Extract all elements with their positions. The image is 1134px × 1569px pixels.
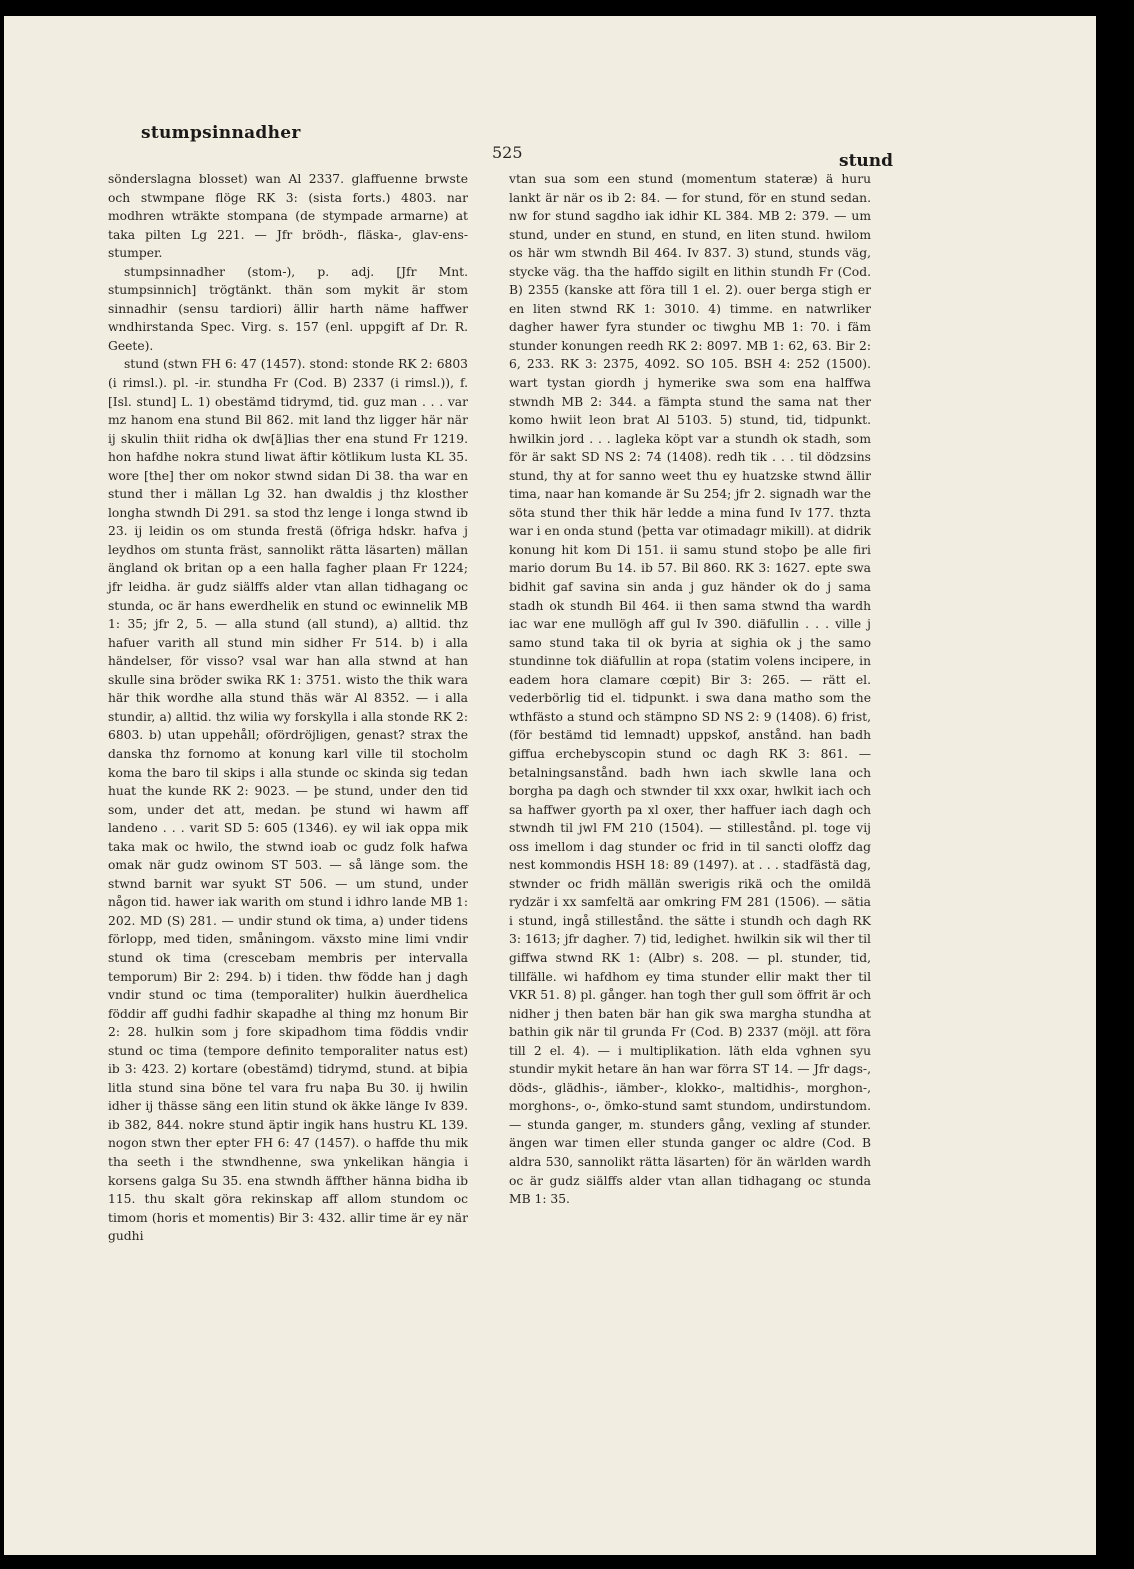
right-running-head: stund [839, 151, 894, 171]
page-number: 525 [492, 143, 523, 162]
entry-stund: stund (stwn FH 6: 47 (1457). stond: stonde RK 2: 6803 (i rimsl.). pl. -ir. stundha Fr (Cod. B) 2337 (i rimsl.)), f. [Isl. stund] L. 1) obestämd tidrymd, tid. guz man . . . var mz hanom ena stund Bil 862. mit land thz ligger här när ij skulin thiit ridha ok dw[ä]lias ther ena stund Fr 1219. hon hafdhe nokra stund liwat äftir kötlikum lusta KL 35. wore [the] ther om nokor stwnd sidan Di 38. tha war en stund ther i mällan Lg 32. han dwaldis j thz klosther longha stwndh Di 291. sa stod thz lenge i longa stwnd ib 23. ij leidin os om stunda frestä (öfriga hdskr. hafva j leydhos om stunta fräst, sannolikt rätta läsarten) mällan ängland ok britan op a een halla fagher plaan Fr 1224; jfr leidha. är gudz siälffs alder vtan allan tidhagang oc stunda, oc är hans ewerdhelik en stund oc ewinnelik MB 1: 35; jfr 2, 5. — alla stund (all stund), a) alltid. thz hafuer varith all stund min sidher Fr 514. b) i alla händelser, för visso? vsal war han alla stwnd at han skulle sina bröder swika RK 1: 3751. wisto the thik wara här thik wordhe alla stund thäs wär Al 8352. — i alla stundir, a) alltid. thz wilia wy forskylla i alla stonde RK 2: 6803. b) utan uppehåll; ofördröjligen, genast? strax the danska thz fornomo at konung karl ville til stocholm koma the baro til skips i alla stunde oc skinda sig tedan huat the kunde RK 2: 9023. — þe stund, under den tid som, under det att, medan. þe stund wi hawm aff landeno . . . varit SD 5: 605 (1346). ey wil iak oppa mik taka mak oc hwilo, the stwnd ioab oc gudz folk hafwa omak när gudz owinom ST 503. — så länge som. the stwnd barnit war syukt ST 506. — um stund, under någon tid. hawer iak warith om stund i idhro lande MB 1: 202. MD (S) 281. — undir stund ok tima, a) under tidens förlopp, med tiden, småningom. växsto mine limi vndir stund ok tima (crescebam membris per intervalla temporum) Bir 2: 294. b) i tiden. thw födde han j dagh vndir stund oc tima (temporaliter) hulkin äuerdhelica föddir aff gudhi fadhir skapadhe al thing mz honum Bir 2: 28. hulkin som j fore skipadhom tima föddis vndir stund oc tima (tempore definito temporaliter natus est) ib 3: 423. 2) kortare (obestämd) tidrymd, stund. at biþia litla stund sina böne tel vara fru naþa Bu 30. ij hwilin idher ij thässe säng een litin stund ok äkke länge Iv 839. ib 382, 844. nokre stund äptir ingik hans hustru KL 139. nogon stwn ther epter FH 6: 47 (1457). o haffde thu mik tha seeth i the stwndhenne, swa ynkelikan hängia i korsens galga Su 35. ena stwndh äffther hänna bidha ib 115. thu skalt göra rekinskap aff allom stundom oc timom (horis et momentis) Bir 3: 432. allir time är ey när gudhi [108, 357, 468, 1244]
entry-stumpsinnadher: stumpsinnadher (stom-), p. adj. [Jfr Mnt. stumpsinnich] trögtänkt. thän som mykit är stom sinnadhir (sensu tardiori) ällir harth näme haffwer wndhirstanda Spec. Virg. s. 157 (enl. uppgift af Dr. R. Geete). [108, 264, 468, 353]
left-running-head: stumpsinnadher [141, 123, 301, 143]
entry-stund-continued: vtan sua som een stund (momentum stateræ) ä huru lankt är när os ib 2: 84. — for stund, för en stund sedan. nw for stund sagdho iak idhir KL 384. MB 2: 379. — um stund, under en stund, en stund, en liten stund. hwilom os här wm stwndh Bil 464. Iv 837. 3) stund, stunds väg, stycke väg. tha the haffdo sigilt en lithin stundh Fr (Cod. B) 2355 (kanske att föra till 1 el. 2). ouer berga stigh er en liten stwnd RK 1: 3010. 4) timme. en natwrliker dagher hawer fyra stunder oc tiwghu MB 1: 70. i fäm stunder konungen reedh RK 2: 8097. MB 1: 62, 63. Bir 2: 6, 233. RK 3: 2375, 4092. SO 105. BSH 4: 252 (1500). wart tystan giordh j hymerike swa som ena halffwa stwndh MB 2: 344. a fämpta stund the sama nat ther komo hwiit leon brat Al 5103. 5) stund, tid, tidpunkt. hwilkin jord . . . lagleka köpt var a stundh ok stadh, som för är sakt SD NS 2: 74 (1408). redh tik . . . til dödzsins stund, thy at for sanno weet thu ey huatzske stwnd ällir tima, naar han komande är Su 254; jfr 2. signadh war the söta stund ther thik här ledde a mina fund Iv 177. thzta war i en onda stund (þetta var otimadagr mikill). at didrik konung hit kom Di 151. ii samu stund stoþo þe alle firi mario dorum Bu 14. ib 57. Bil 860. RK 3: 1627. epte swa bidhit gaf savina sin anda j guz händer ok do j sama stadh ok stundh Bil 464. ii then sama stwnd tha wardh iac war ene mullögh aff gul Iv 390. diäfullin . . . ville j samo stund taka til ok byria at sighia ok j the samo stundinne tok diäfullin at ropa (statim volens incipere, in eadem hora clamare cœpit) Bir 3: 265. — rätt el. vederbörlig tid el. tidpunkt. i swa dana matho som the wthfästo a stund och stämpno SD NS 2: 9 (1408). 6) frist, (för bestämd tid lemnadt) uppskof, anstånd. han badh giffua erchebyscopin stund oc dagh RK 3: 861. — betalningsanstånd. badh hwn iach skwlle lana och borgha pa dagh och stwnder til xxx oxar, hwlkit iach och sa haffwer gyorth pa xl oxer, ther haffuer iach dagh och stwndh til jwl FM 210 (1504). — stillestånd. pl. toge vij oss imellom i dag stunder oc frid in til sancti oloffz dag nest kommondis HSH 18: 89 (1497). at . . . stadfästä dag, stwnder oc fridh mällän swerigis rikä och the omildä rydzär i xx samfeltä aar omkring FM 281 (1506). — sätia i stund, ingå stillestånd. the sätte i stundh och dagh RK 3: 1613; jfr dagher. 7) tid, ledighet. hwilkin sik wil ther til giffwa stwnd RK 1: (Albr) s. 208. — pl. stunder, tid, tillfälle. wi hafdhom ey tima stunder ellir makt ther til VKR 51. 8) pl. gånger. han togh ther gull som öffrit är och nidher j then baten bär han gik swa margha stundha at bathin gik när til grunda Fr (Cod. B) 2337 (möjl. att föra till 2 el. 4). — i multiplikation. läth elda vghnen syu stundir mykit hetare än han war förra ST 14. — Jfr dags-, döds-, glädhis-, iämber-, klokko-, maltidhis-, morghon-, morghons-, o-, ömko-stund samt stundom, undirstundom. — stunda ganger, m. stunders gång, vexling af stunder. ängen war timen eller stunda ganger oc aldre (Cod. B aldra 530, sannolikt rätta läsarten) för än wärlden wardh oc är gudz siälffs alder vtan allan tidhagang oc stunda MB 1: 35. [509, 172, 871, 1207]
left-column [108, 170, 468, 1246]
right-column [509, 170, 871, 1209]
entry-continuation: sönderslagna blosset) wan Al 2337. glaffuenne brwste och stwmpane flöge RK 3: (sista forts.) 4803. nar modhren wträkte stompana (de stympade armarne) at taka pilten Lg 221. — Jfr brödh-, fläska-, glav-ens-stumper. [108, 172, 468, 261]
